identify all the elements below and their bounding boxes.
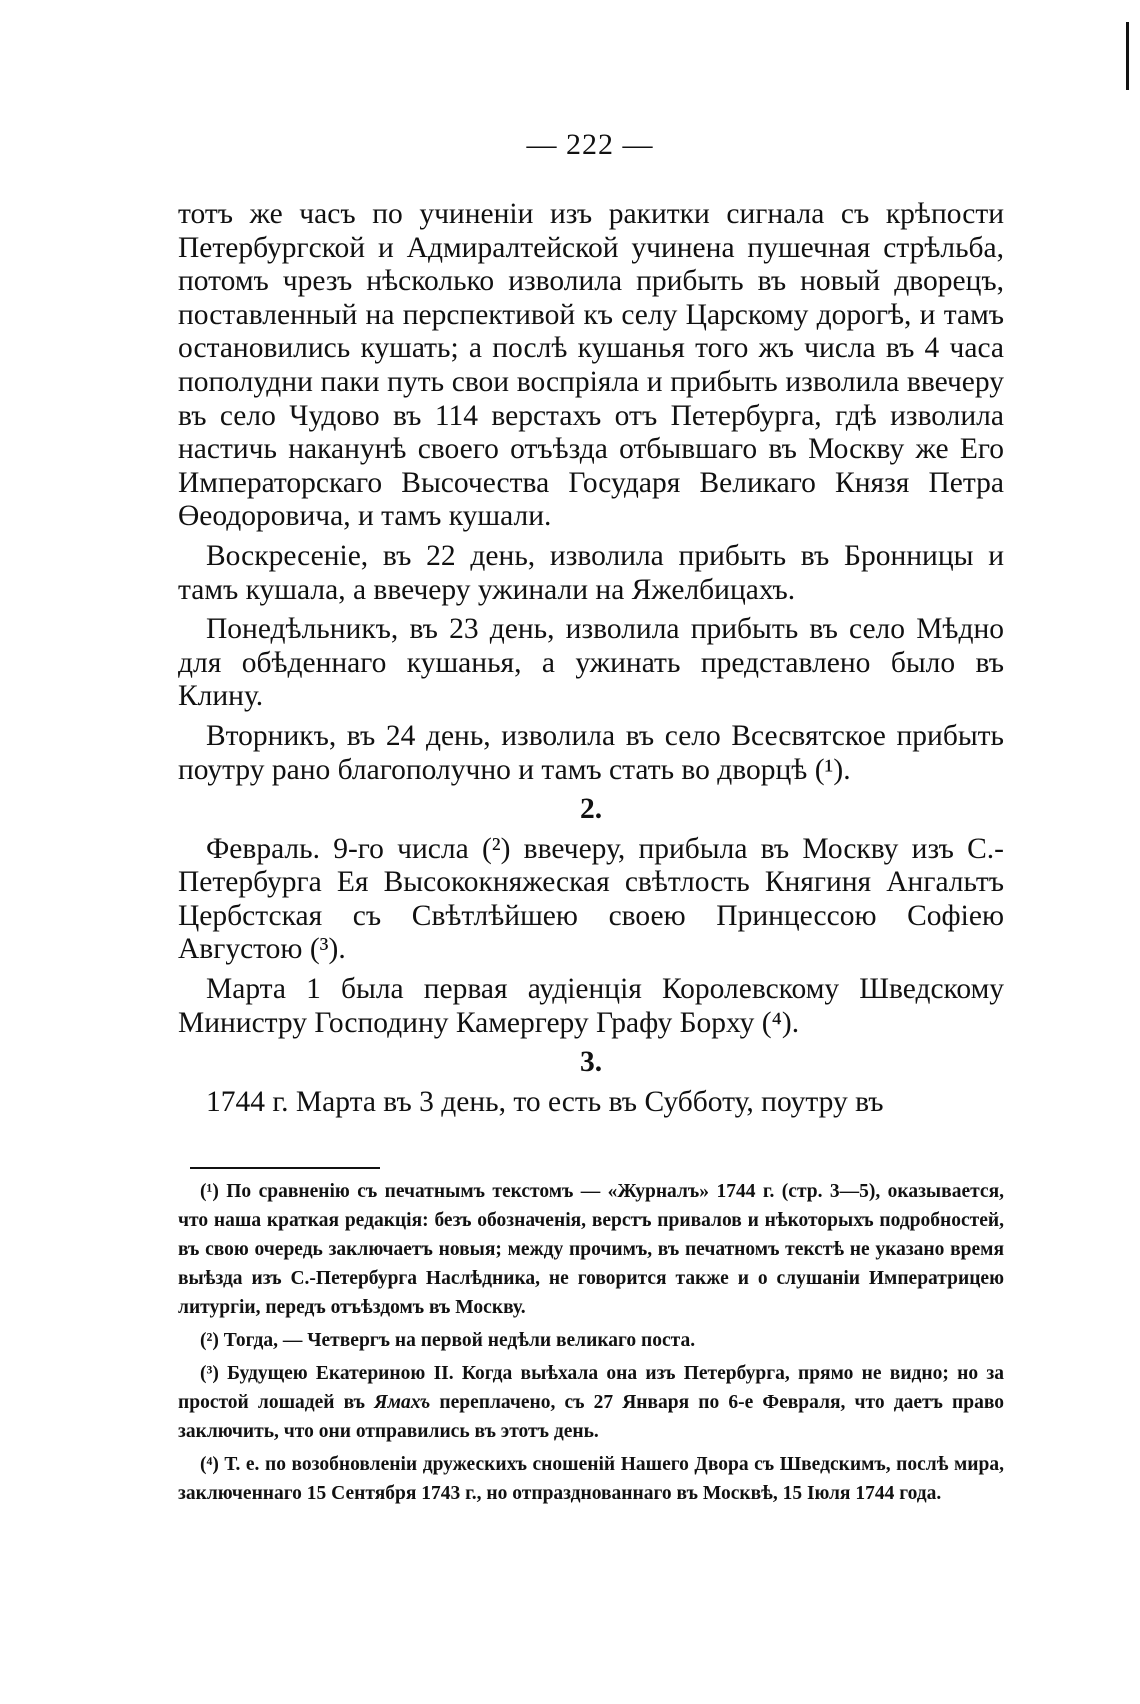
footnote-rule (190, 1167, 380, 1169)
footnote-3-emphasis: Ямахъ (374, 1392, 431, 1413)
footnote-1: (¹) По сравненію съ печатнымъ текстомъ — «Журналъ» 1744 г. (стр. 3—5), оказывается, что наша краткая редакція: безъ обозначенія, верстъ привалов и нѣкоторыхъ подробностей, въ свою очередь заключаетъ новыя; между прочимъ, въ печатномъ текстѣ не указано время выѣзда изъ С.-Петербурга Наслѣдника, не говорится также и о слушаніи Императрицею литургіи, передъ отъѣздомъ въ Москву. (178, 1181, 1004, 1318)
scan-edge-mark (1126, 22, 1129, 90)
paragraph-3: Понедѣльникъ, въ 23 день, изволила прибыть въ село Мѣдно для обѣденнаго кушанья, а ужинать представлено было въ Клину. (178, 613, 1004, 713)
footnote-4: (⁴) Т. е. по возобновленіи дружескихъ сношеній Нашего Двора съ Шведскимъ, послѣ мира, заключеннаго 15 Сентября 1743 г., но отпразднованнаго въ Москвѣ, 15 Іюля 1744 года. (178, 1454, 1004, 1504)
footnote-3-text-before: (³) Будущею Екатериною II. Когда выѣхала она изъ Петербурга, прямо не видно; но за простой лошадей въ (178, 1363, 1004, 1413)
footnote-3 (178, 1359, 1004, 1446)
page-number: — 222 — (526, 128, 654, 161)
paragraph-2: Воскресеніе, въ 22 день, изволила прибыть въ Бронницы и тамъ кушала, а ввечеру ужинали на Яжелбицахъ. (178, 539, 1004, 606)
footnotes (178, 1177, 1004, 1512)
main-text (178, 198, 1004, 1125)
section-number-2: 2. (579, 793, 603, 826)
footnote-2: (²) Тогда, — Четвергъ на первой недѣли великаго поста. (200, 1330, 696, 1351)
section-number-3: 3. (579, 1046, 603, 1079)
paragraph-6: Марта 1 была первая аудіенція Королевскому Шведскому Министру Господину Камергеру Графу Борху (⁴). (178, 973, 1004, 1039)
paragraph-7: 1744 г. Марта въ 3 день, то есть въ Субботу, поутру въ (206, 1085, 884, 1118)
footnote-3-text-after: переплачено, съ 27 Января по 6-е Февраля, что даетъ право заключить, что они отправились въ этотъ день. (178, 1392, 1004, 1442)
paragraph-4: Вторникъ, въ 24 день, изволила въ село Всесвятское прибыть поутру рано благополучно и тамъ стать во дворцѣ (¹). (178, 719, 1004, 786)
paragraph-1: тотъ же часъ по учиненіи изъ ракитки сигнала съ крѣпости Петербургской и Адмиралтейской учинена пушечная стрѣльба, потомъ чрезъ нѣсколько изволила прибыть въ новый дворецъ, поставленный на перспективой къ селу Царскому дорогѣ, и тамъ остановились кушать; а послѣ кушанья того жъ числа въ 4 часа пополудни паки путь свои воспріяла и прибыть изволила ввечеру въ село Чудово въ 114 верстахъ отъ Петербурга, гдѣ изволила настичь наканунѣ своего отъѣзда отбывшаго въ Москву же Его Императорскаго Высочества Государя Великаго Князя Петра Өеодоровича, и тамъ кушали. (178, 198, 1004, 533)
paragraph-5: Февраль. 9-го числа (²) ввечеру, прибыла въ Москву изъ С.-Петербурга Ея Высококняжеская свѣтлость Княгиня Ангальтъ Цербстская съ Свѣтлѣйшею своею Принцессою Софіею Августою (³). (178, 832, 1004, 966)
